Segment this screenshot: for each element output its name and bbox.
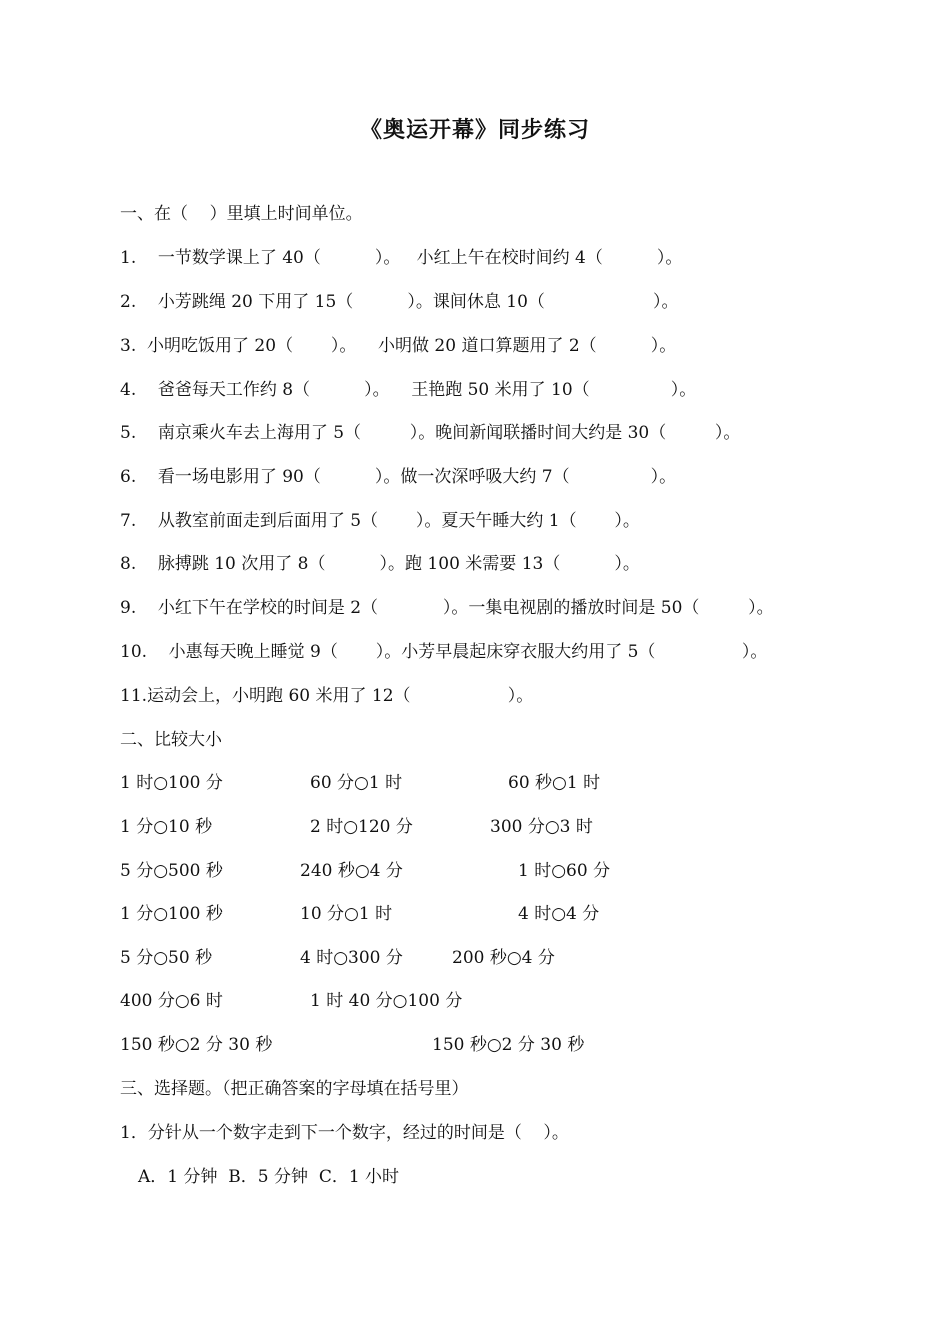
question-line: 1. 一节数学课上了 40（ ）。 小红上午在校时间约 4（ ）。 xyxy=(120,248,683,268)
compare-item: 60 秒○1 时 xyxy=(508,773,601,793)
compare-item: 1 时 40 分○100 分 xyxy=(310,991,463,1011)
choice-question: 1．分针从一个数字走到下一个数字，经过的时间是（ ）。 xyxy=(120,1123,569,1143)
question-line: 7. 从教室前面走到后面用了 5（ ）。夏天午睡大约 1（ ）。 xyxy=(120,511,640,531)
question-line: 8. 脉搏跳 10 次用了 8（ ）。跑 100 米需要 13（ ）。 xyxy=(120,554,640,574)
compare-item: 240 秒○4 分 xyxy=(300,861,403,881)
question-line: 4. 爸爸每天工作约 8（ ）。 王艳跑 50 米用了 10（ ）。 xyxy=(120,380,697,400)
section-3-heading: 三、选择题。（把正确答案的字母填在括号里） xyxy=(120,1079,469,1099)
question-line: 10. 小惠每天晚上睡觉 9（ ）。小芳早晨起床穿衣服大约用了 5（ ）。 xyxy=(120,642,768,662)
compare-item: 1 时○100 分 xyxy=(120,773,223,793)
question-line: 3. 小明吃饭用了 20（ ）。 小明做 20 道口算题用了 2（ ）。 xyxy=(120,336,677,356)
compare-item: 2 时○120 分 xyxy=(310,817,413,837)
compare-item: 5 分○50 秒 xyxy=(120,948,213,968)
compare-item: 300 分○3 时 xyxy=(490,817,593,837)
compare-item: 10 分○1 时 xyxy=(300,904,393,924)
section-1-heading: 一、在（ ）里填上时间单位。 xyxy=(120,204,363,224)
compare-item: 60 分○1 时 xyxy=(310,773,403,793)
compare-item: 150 秒○2 分 30 秒 xyxy=(432,1035,585,1055)
question-line: 9. 小红下午在学校的时间是 2（ ）。一集电视剧的播放时间是 50（ ）。 xyxy=(120,598,774,618)
compare-item: 4 时○4 分 xyxy=(518,904,600,924)
compare-item: 1 时○60 分 xyxy=(518,861,611,881)
question-line: 6. 看一场电影用了 90（ ）。做一次深呼吸大约 7（ ）。 xyxy=(120,467,677,487)
choice-options: A．1 分钟 B．5 分钟 C．1 小时 xyxy=(138,1167,400,1187)
page-title: 《奥运开幕》同步练习 xyxy=(359,117,590,143)
compare-item: 5 分○500 秒 xyxy=(120,861,223,881)
compare-item: 200 秒○4 分 xyxy=(452,948,555,968)
question-line: 2. 小芳跳绳 20 下用了 15（ ）。课间休息 10（ ）。 xyxy=(120,292,679,312)
question-line: 5. 南京乘火车去上海用了 5（ ）。晚间新闻联播时间大约是 30（ ）。 xyxy=(120,423,741,443)
question-line: 11.运动会上，小明跑 60 米用了 12（ ）。 xyxy=(120,686,534,706)
compare-item: 150 秒○2 分 30 秒 xyxy=(120,1035,273,1055)
compare-item: 400 分○6 时 xyxy=(120,991,223,1011)
compare-item: 4 时○300 分 xyxy=(300,948,403,968)
compare-item: 1 分○100 秒 xyxy=(120,904,223,924)
compare-item: 1 分○10 秒 xyxy=(120,817,213,837)
section-2-heading: 二、比较大小 xyxy=(120,730,222,750)
